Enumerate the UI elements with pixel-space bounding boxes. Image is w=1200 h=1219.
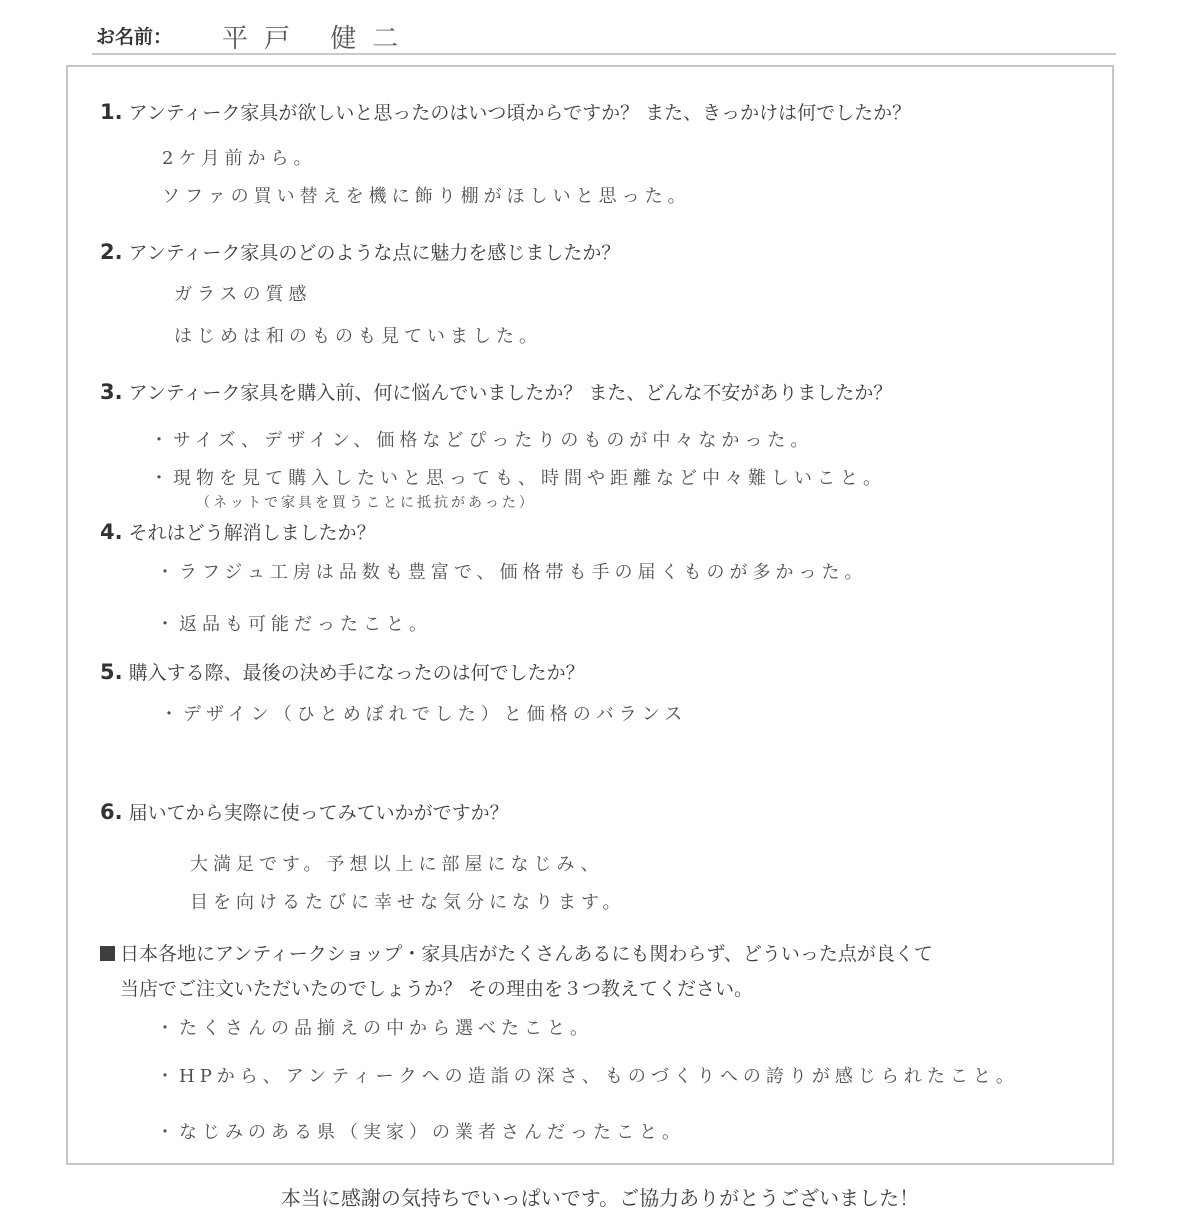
question-2 <box>100 238 620 265</box>
name-label: お名前： <box>96 26 173 48</box>
question-text: アンティーク家具が欲しいと思ったのはいつ頃からですか？ また、きっかけは何でしたか？ <box>128 102 912 124</box>
question-text: それはどう解消しましたか？ <box>128 522 376 544</box>
answer-4-line-1: ・ラフジュ工房は品数も豊富で、価格帯も手の届くものが多かった。 <box>156 562 868 583</box>
answer-6-line-2: 目を向けるたびに幸せな気分になります。 <box>190 892 626 913</box>
question-text: 届いてから実際に使ってみていかがですか？ <box>128 802 509 824</box>
answer-3-line-1: ・サイズ、デザイン、価格などぴったりのものが中々なかった。 <box>150 430 814 451</box>
name-row <box>96 18 1116 54</box>
reason-answer-2: ・HPから、アンティークへの造詣の深さ、ものづくりへの誇りが感じられたこと。 <box>156 1066 1019 1087</box>
question-text: アンティーク家具のどのような点に魅力を感じましたか？ <box>128 242 621 264</box>
question-5 <box>100 658 585 685</box>
answer-2-line-2: はじめは和のものも見ていました。 <box>174 326 542 347</box>
question-number: 5. <box>100 660 123 684</box>
answer-5-line-1: ・デザイン（ひとめぼれでした）と価格のバランス <box>160 704 688 725</box>
answer-2-line-1: ガラスの質感 <box>174 284 312 305</box>
question-4 <box>100 518 376 545</box>
reasons-title-line-1: 日本各地にアンティークショップ・家具店がたくさんあるにも関わらず、どういった点が良くて <box>120 943 933 965</box>
question-number: 1. <box>100 100 123 124</box>
reason-answer-1: ・たくさんの品揃えの中から選べたこと。 <box>156 1018 593 1039</box>
answer-6-line-1: 大満足です。予想以上に部屋になじみ、 <box>190 854 604 875</box>
answer-1-line-2: ソファの買い替えを機に飾り棚がほしいと思った。 <box>162 186 691 207</box>
answer-3-line-2: ・現物を見て購入したいと思っても、時間や距離など中々難しいこと。 <box>150 468 886 489</box>
answer-1-line-1: 2ケ月前から。 <box>162 148 317 169</box>
reasons-title-line-2: 当店でご注文いただいたのでしょうか？ その理由を３つ教えてください。 <box>120 978 754 1000</box>
square-bullet-icon <box>100 946 115 961</box>
question-6 <box>100 798 509 825</box>
answer-3-line-3: （ネットで家具を買うことに抵抗があった） <box>196 495 536 511</box>
question-number: 4. <box>100 520 123 544</box>
name-value: 平戸 健二 <box>222 24 415 54</box>
footer-thanks: 本当に感謝の気持ちでいっぱいです。ご協力ありがとうございました！ <box>280 1186 920 1210</box>
question-1 <box>100 98 911 125</box>
question-number: 3. <box>100 380 123 404</box>
question-number: 2. <box>100 240 123 264</box>
question-number: 6. <box>100 800 123 824</box>
name-underline <box>92 53 1116 55</box>
question-3 <box>100 378 892 405</box>
question-text: アンティーク家具を購入前、何に悩んでいましたか？ また、どんな不安がありましたか？ <box>128 382 893 404</box>
reasons-question <box>100 937 933 1007</box>
question-text: 購入する際、最後の決め手になったのは何でしたか？ <box>128 662 585 684</box>
answer-4-line-2: ・返品も可能だったこと。 <box>156 614 432 635</box>
reason-answer-3: ・なじみのある県（実家）の業者さんだったこと。 <box>156 1122 685 1143</box>
